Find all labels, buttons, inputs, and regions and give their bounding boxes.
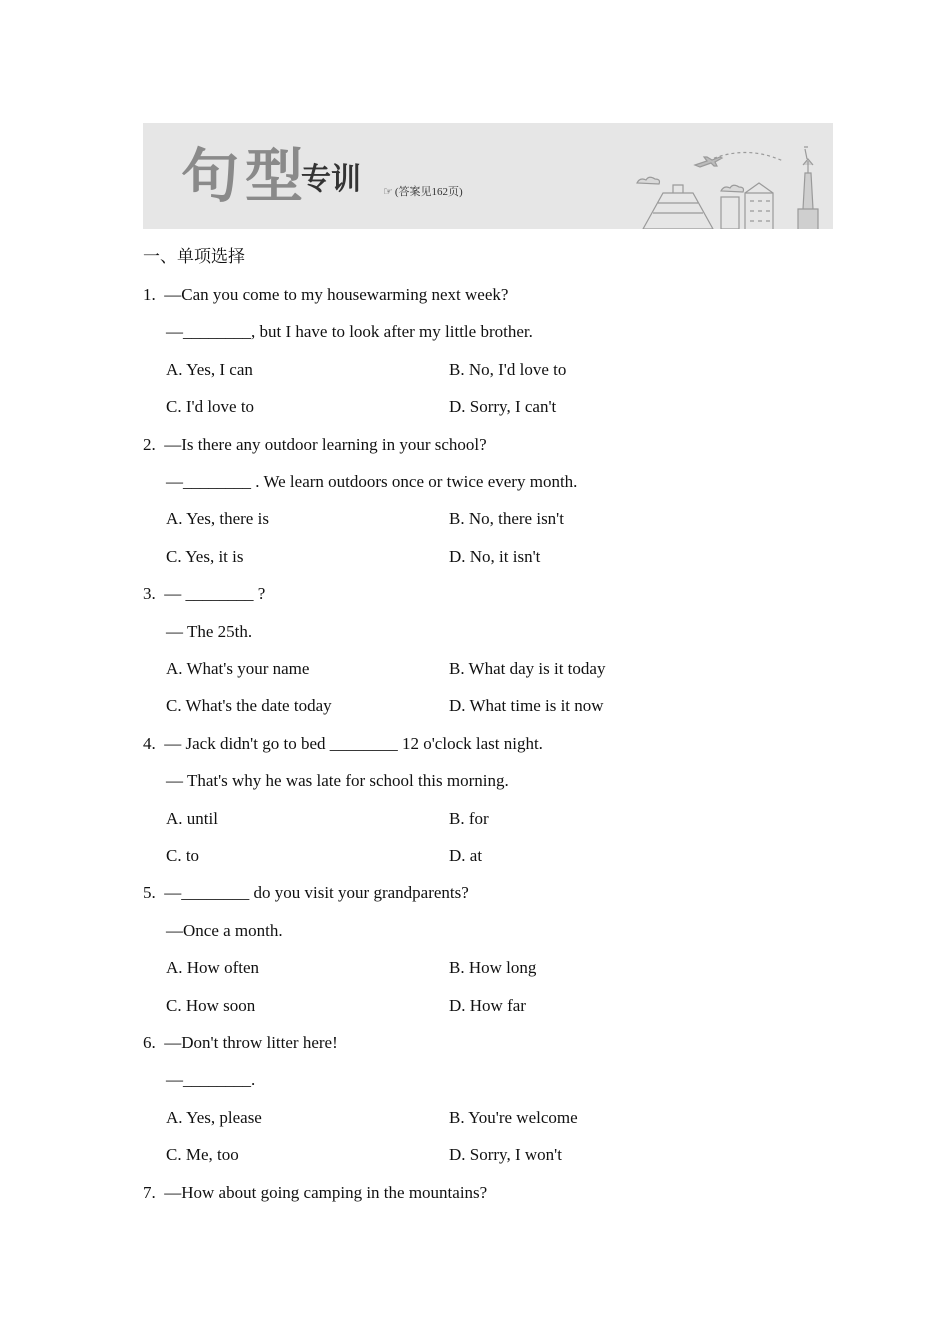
header-banner <box>143 123 833 229</box>
question-line: —________ do you visit your grandparents? <box>164 883 469 903</box>
option-item: A. What's your name <box>166 659 310 678</box>
question-line: —Don't throw litter here! <box>164 1033 338 1052</box>
answer-line: —________, but I have to look after my little brother. <box>166 322 533 342</box>
statue-of-liberty-icon <box>798 147 818 229</box>
option-item: B. What day is it today <box>449 659 606 678</box>
answer-line: —Once a month. <box>166 920 283 940</box>
option-item: D. Sorry, I won't <box>449 1145 562 1165</box>
question-line: —How about going camping in the mountains? <box>164 1182 488 1202</box>
option-item: B. No, there isn't <box>449 509 564 529</box>
option-item: B. No, I'd love to <box>449 359 567 379</box>
question-number: 3. <box>143 584 160 604</box>
question-number: 5. <box>143 883 160 903</box>
answer-line: —________ . We learn outdoors once or twice every month. <box>166 472 578 491</box>
cloud-icon <box>721 185 744 192</box>
section-title: 一、单项选择 <box>143 247 245 267</box>
option-item: D. What time is it now <box>449 696 604 716</box>
answer-line: — That's why he was late for school this morning. <box>166 771 509 791</box>
banner-title: 句型 <box>181 142 310 210</box>
option-item: C. What's the date today <box>166 696 332 716</box>
question-number: 4. <box>143 733 160 753</box>
question-line: — Jack didn't go to bed ________ 12 o'clock last night. <box>164 733 543 753</box>
question-number: 6. <box>143 1033 160 1052</box>
option-item: C. Yes, it is <box>166 546 244 566</box>
option-item: D. Sorry, I can't <box>449 397 557 417</box>
banner-subtitle: 专训 <box>301 162 361 197</box>
cloud-icon <box>637 177 660 184</box>
option-item: D. How far <box>449 995 526 1015</box>
option-item: A. Yes, please <box>166 1107 262 1127</box>
question-stem <box>143 1182 487 1204</box>
option-item: D. at <box>449 846 483 865</box>
option-item: C. How soon <box>166 995 256 1015</box>
option-item: B. How long <box>449 958 537 978</box>
option-item: A. How often <box>166 958 260 978</box>
question-stem <box>143 284 508 306</box>
option-item: D. No, it isn't <box>449 546 541 566</box>
question-stem <box>143 733 543 755</box>
landmarks-illustration <box>633 123 833 229</box>
option-item: A. Yes, I can <box>166 359 253 379</box>
question-number: 7. <box>143 1182 160 1202</box>
question-line: —Is there any outdoor learning in your school? <box>164 434 487 454</box>
answer-line: —________. <box>166 1070 256 1090</box>
pointing-hand-icon: ☞ <box>383 185 393 198</box>
question-line: — ________ ? <box>164 584 266 604</box>
question-number: 1. <box>143 285 160 304</box>
airplane-icon <box>695 157 722 167</box>
option-item: A. Yes, there is <box>166 509 269 529</box>
option-item: C. I'd love to <box>166 397 255 417</box>
palace-icon <box>745 183 773 229</box>
question-line: —Can you come to my housewarming next week? <box>164 285 509 304</box>
option-item: B. You're welcome <box>449 1107 578 1127</box>
option-item: C. Me, too <box>166 1145 239 1165</box>
question-stem <box>143 1032 338 1054</box>
building-icon <box>721 197 739 229</box>
pyramid-icon <box>643 185 713 229</box>
question-stem <box>143 434 487 456</box>
answer-line: — The 25th. <box>166 621 253 641</box>
answer-note <box>383 185 463 199</box>
option-item: C. to <box>166 846 200 865</box>
option-item: A. until <box>166 808 218 828</box>
question-stem <box>143 583 265 605</box>
option-item: B. for <box>449 808 489 828</box>
answer-note-text: (答案见162页) <box>394 186 463 198</box>
question-stem <box>143 882 469 904</box>
question-number: 2. <box>143 434 160 454</box>
